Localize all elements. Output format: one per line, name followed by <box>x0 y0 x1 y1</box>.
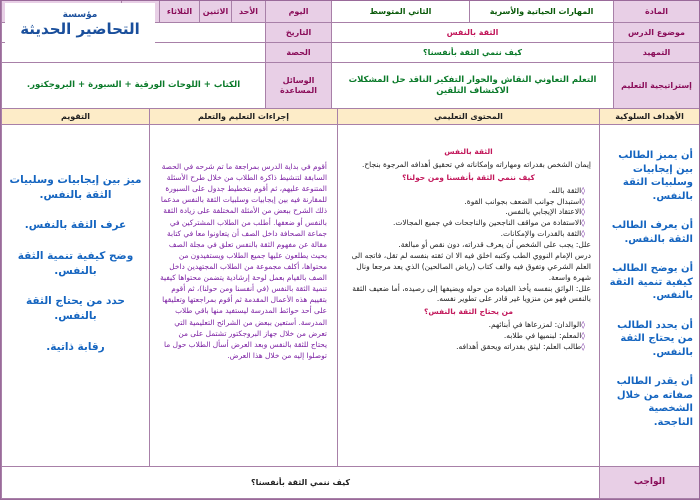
day-mon: الاثنين <box>199 1 231 23</box>
content-title-1: الثقة بالنفس <box>444 147 493 156</box>
logo-line-2: التحاضير الحديثة <box>20 20 140 38</box>
footer-row <box>1 467 699 499</box>
objective-item: أن يوضح الطالب كيفية تنمية الثقة بالنفس. <box>609 263 693 301</box>
publisher-logo <box>5 3 155 45</box>
column-headers <box>1 109 699 125</box>
list-item: ◊ الاعتقاد الإيجابي بالنفس. <box>346 207 585 218</box>
logo-line-1: مؤسسة <box>62 10 98 20</box>
strategy-value: التعلم التعاوني النقاش والحوار التفكير الناقد حل المشكلات الاكتشاف التلقين <box>331 63 613 109</box>
intro-value: كيف ننمي الثقة بأنفسنا؟ <box>331 43 613 63</box>
list-item: ◊ طالب العلم: ليثق بقدراته ويحقق أهدافه. <box>346 342 585 353</box>
grade-value: الثاني المتوسط <box>331 1 469 23</box>
content-title-2: كيف ننمي الثقة بأنفسنا ومن حولنا؟ <box>402 172 535 182</box>
period-value <box>1 43 265 63</box>
col-procedures: إجراءات التعليم والتعلم <box>149 109 337 125</box>
list-item: ◊ الثقة بالله. <box>346 186 585 197</box>
header-row-3 <box>1 43 699 63</box>
content-note-1b: درس الإمام النووي الطب وكتبه اخلق فيه الا ان ثقته بنفسه لم تقل، فاتجه الى العلم الشرعي وتفوق فيه والف كتاب (رياض الصالحين) الذي يعد مرجعا ونال شهرة واسعة. <box>351 250 591 282</box>
evaluation-item: عرف الثقة بالنفس. <box>24 219 127 232</box>
lesson-label: موضوع الدرس <box>613 23 699 43</box>
col-objectives: الأهداف السلوكية <box>599 109 699 125</box>
list-item: ◊ المعلم: لبنميها في طلابه. <box>346 331 585 342</box>
evaluation-cell <box>1 125 149 467</box>
homework-label: الواجب <box>599 467 699 499</box>
homework-value: كيف ننمي الثقة بأنفسنا؟ <box>1 467 599 499</box>
subject-value: المهارات الحياتية والأسرية <box>469 1 613 23</box>
procedures-cell <box>149 125 337 467</box>
evaluation-item: وضح كيفية تنمية الثقة بالنفس. <box>17 250 134 277</box>
date-label: التاريخ <box>265 23 331 43</box>
list-item: ◊ الاستفادة من مواقف الناجحين والناجحات في جميع المجالات. <box>346 218 585 229</box>
strategy-label: إستراتيجية التعليم <box>613 63 699 109</box>
content-note-2: علل: الواثق بنفسه يأخذ القيادة من حوله ويضيفها إلى رصيده، أما ضعيف الثقة بالنفس فهو من منزويا غير قادر على تطوير نفسه. <box>352 283 591 304</box>
day-tue: الثلاثاء <box>159 1 199 23</box>
content-intro: إيمان الشخص بقدراته ومهاراته وإمكاناته في تحقيق أهدافه المرجوة بنجاح. <box>361 159 591 169</box>
header-row-4 <box>1 63 699 109</box>
content-points <box>346 186 591 240</box>
evaluation-item: رقابة ذاتية. <box>46 340 105 353</box>
evaluation-item: ميز بين إيجابيات وسلبيات الثقة بالنفس. <box>9 174 142 201</box>
objectives-cell <box>599 125 699 467</box>
body-row <box>1 125 699 467</box>
content-title-3: من يحتاج الثقة بالنفس؟ <box>424 307 513 317</box>
objective-item: أن يحدد الطالب من يحتاج الثقة بالنفس. <box>617 319 693 358</box>
period-label: الحصة <box>265 43 331 63</box>
objective-item: أن يقدر الطالب صفاته من خلال الشخصية الناجحة. <box>616 376 693 428</box>
aids-value: الكتاب + اللوحات الورقية + السبورة + البروجكتور. <box>1 63 265 109</box>
content-needs <box>346 320 591 353</box>
intro-label: التمهيد <box>613 43 699 63</box>
content-cell <box>337 125 599 467</box>
list-item: ◊ الوالدان: لمزرعاها في أبنائهم. <box>346 320 585 331</box>
col-content: المحتوى التعليمي <box>337 109 599 125</box>
day-label: اليوم <box>265 1 331 23</box>
col-evaluation: التقويم <box>1 109 149 125</box>
objective-item: أن يميز الطالب بين إيجابيات وسلبيات الثقة بالنفس. <box>618 150 693 202</box>
day-sun: الأحد <box>231 1 265 23</box>
list-item: ◊ الثقة بالقدرات والإمكانات. <box>346 229 585 240</box>
subject-label: المادة <box>613 1 699 23</box>
lesson-value: الثقة بالنفس <box>331 23 613 43</box>
procedures-text: أقوم في بداية الدرس بمراجعة ما تم شرحه في الحصة السابقة لتنشيط ذاكرة الطلاب من خلال طرح الأسئلة المتنوعة عليهم، ثم أقوم بتخطيط جدول على السبورة للمقارنة فيه بين إيجابيات وسلبيات الثقة بالنفس مدعما ذلك الشرح ببعض من الأمثلة المختلفة على زيادة الثقة بالنفس أو ضعفها. أطلب من الطلاب المشتركين في جماعة الصحافة داخل الصف أن يتعاونوا معا في كتابة مقالة عن مفهوم الثقة بالنفس تعلق في مجلة الصف بحيث يطلعون عليها جميع الطلاب ويستفيدون من محتواها، أكلف مجموعة من الطلاب المجتهدين داخل الصف بالقيام بعمل لوحة إرشادية يتضمن محتواها كيفية تنمية الثقة بالنفس (في أنفسنا ومن حولنا)، ثم أقوم بتقييم هذه الأعمال المقدمة ثم أقوم بمراجعتها وتعليقها على أحد حوائط المدرسة ليستفيد منها باقي طلاب المدرسة. أستعين ببعض من الشرائح التعليمية التي تعرض من خلال جهاز البروجكتور تشتمل على من يحتاج للثقة بالنفس وبعد العرض أسأل الطلاب حول ما توصلوا إليه من خلال هذا العرض. <box>160 162 327 360</box>
list-item: ◊ استبدال جوانب الضعف بجوانب القوة. <box>346 197 585 208</box>
content-note-1: علل: يجب على الشخص أن يعرف قدراته، دون نقص أو مبالغة. <box>398 240 591 249</box>
aids-label: الوسائل المساعدة <box>265 63 331 109</box>
objective-item: أن يعرف الطالب الثقة بالنفس. <box>611 220 693 245</box>
evaluation-item: حدد من يحتاج الثقة بالنفس. <box>26 295 125 323</box>
